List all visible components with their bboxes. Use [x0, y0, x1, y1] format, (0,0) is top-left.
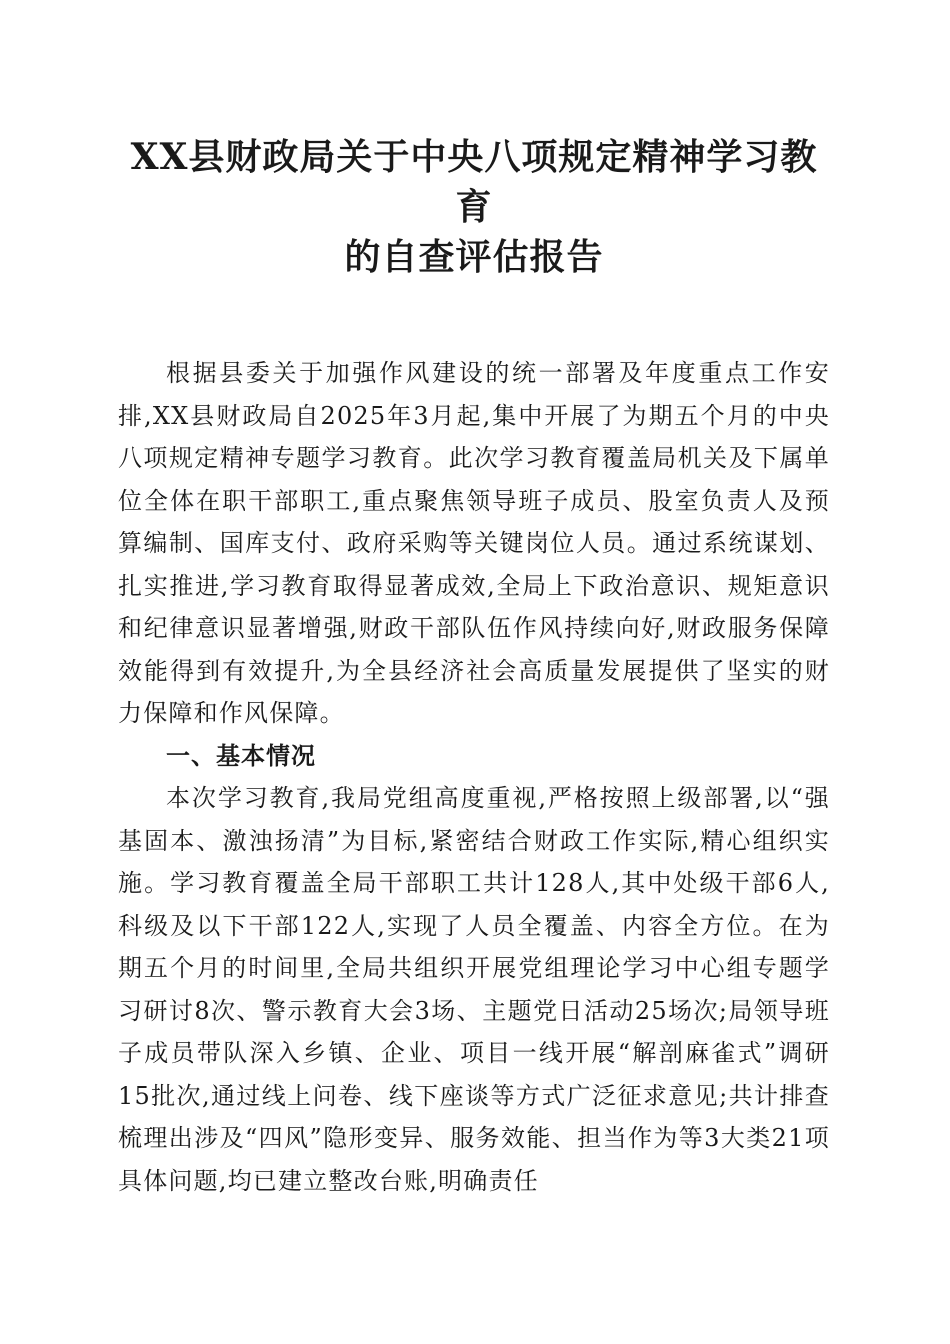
- intro-paragraph: 根据县委关于加强作风建设的统一部署及年度重点工作安排,XX县财政局自2025年3月起,集中开展了为期五个月的中央八项规定精神专题学习教育。此次学习教育覆盖局机关及下属单位全体在职干部职工,重点聚焦领导班子成员、股室负责人及预算编制、国库支付、政府采购等关键岗位人员。通过系统谋划、扎实推进,学习教育取得显著成效,全局上下政治意识、规矩意识和纪律意识显著增强,财政干部队伍作风持续向好,财政服务保障效能得到有效提升,为全县经济社会高质量发展提供了坚实的财力保障和作风保障。: [118, 359, 830, 727]
- document-body: [118, 352, 830, 1202]
- document-page: [118, 132, 830, 1202]
- title-line-2: 的自查评估报告: [344, 236, 604, 278]
- section-heading-basic-situation: 一、基本情况: [166, 741, 316, 770]
- document-title: [118, 132, 830, 282]
- basic-situation-paragraph: 本次学习教育,我局党组高度重视,严格按照上级部署,以“强基固本、激浊扬清”为目标,紧密结合财政工作实际,精心组织实施。学习教育覆盖全局干部职工共计128人,其中处级干部6人,科级及以下干部122人,实现了人员全覆盖、内容全方位。在为期五个月的时间里,全局共组织开展党组理论学习中心组专题学习研讨8次、警示教育大会3场、主题党日活动25场次;局领导班子成员带队深入乡镇、企业、项目一线开展“解剖麻雀式”调研15批次,通过线上问卷、线下座谈等方式广泛征求意见;共计排查梳理出涉及“四风”隐形变异、服务效能、担当作为等3大类21项具体问题,均已建立整改台账,明确责任: [118, 784, 830, 1195]
- title-line-1: XX县财政局关于中央八项规定精神学习教育: [130, 136, 818, 228]
